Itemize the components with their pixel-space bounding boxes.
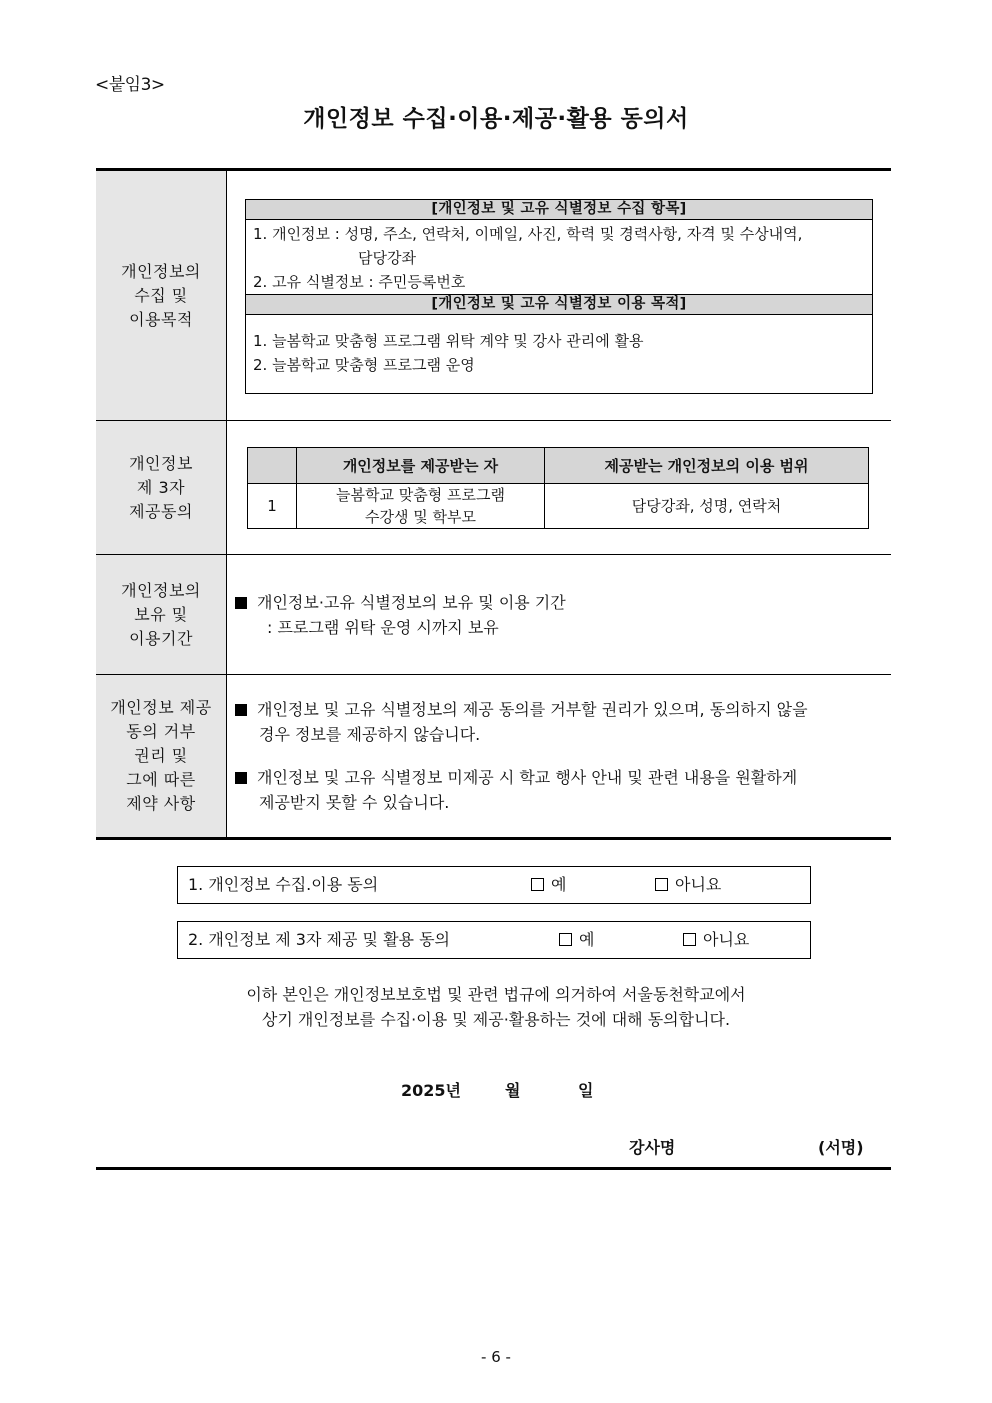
square-bullet-icon [235, 704, 247, 716]
section-third-party [96, 421, 891, 555]
recipient-line: 늘봄학교 맞춤형 프로그램 [336, 485, 505, 504]
purpose-line: 2. 늘봄학교 맞춤형 프로그램 운영 [253, 356, 475, 374]
bullet-text: 개인정보·고유 식별정보의 보유 및 이용 기간 [257, 592, 566, 612]
page-number: - 6 - [481, 1348, 511, 1366]
date-year: 2025년 [401, 1081, 461, 1100]
label-line: 개인정보 [129, 453, 193, 473]
instructor-name-label: 강사명 [629, 1138, 676, 1157]
declaration-line: 이하 본인은 개인정보보호법 및 관련 법규에 의거하여 서울동천학교에서 [246, 985, 746, 1004]
label-line: 제공동의 [129, 501, 193, 521]
consent-box-collection [177, 866, 811, 904]
section-refusal [96, 675, 891, 839]
label-line: 이용목적 [129, 309, 193, 329]
consent-no-option[interactable] [655, 867, 721, 903]
label-line: 그에 따른 [126, 770, 196, 789]
purpose-list [246, 315, 872, 393]
checkbox-icon[interactable] [559, 933, 572, 946]
section-label-third-party [96, 421, 227, 555]
label-line: 개인정보의 [121, 261, 201, 281]
label-line: 개인정보 제공 [110, 698, 212, 717]
label-line: 제 3자 [136, 477, 186, 497]
consent-question: 2. 개인정보 제 3자 제공 및 활용 동의 [188, 930, 450, 949]
section-retention [96, 555, 891, 675]
checkbox-icon[interactable] [683, 933, 696, 946]
table-header-row [248, 447, 869, 483]
items-list [246, 220, 872, 294]
item-line: 1. 개인정보 : 성명, 주소, 연락처, 이메일, 사진, 학력 및 경력사항, 자격 및 수상내역, [253, 225, 803, 243]
option-label: 아니요 [675, 875, 722, 894]
section-label-collection [96, 170, 227, 421]
date-day: 일 [578, 1081, 594, 1100]
page-title: 개인정보 수집·이용·제공·활용 동의서 [303, 106, 689, 132]
checkbox-icon[interactable] [655, 878, 668, 891]
section-content-retention [227, 555, 892, 675]
consent-yes-option[interactable] [559, 922, 594, 958]
retention-detail: : 프로그램 위탁 운영 시까지 보유 [267, 617, 499, 637]
attachment-label: <붙임3> [95, 75, 165, 95]
label-line: 제약 사항 [126, 794, 196, 813]
bullet-text: 개인정보 및 고유 식별정보의 제공 동의를 거부할 권리가 있으며, 동의하지 않을 [257, 700, 808, 719]
square-bullet-icon [235, 772, 247, 784]
consent-form-table [96, 168, 891, 840]
col-header-scope: 제공받는 개인정보의 이용 범위 [545, 447, 869, 483]
item-line: 담당강좌 [358, 249, 416, 267]
section-label-retention [96, 555, 227, 675]
section-content-collection [227, 170, 892, 421]
table-row [248, 483, 869, 528]
label-line: 권리 및 [134, 746, 188, 765]
cell-no: 1 [248, 483, 297, 528]
bottom-rule [96, 1167, 891, 1170]
checkbox-icon[interactable] [531, 878, 544, 891]
declaration-line: 상기 개인정보를 수집·이용 및 제공·활용하는 것에 대해 동의합니다. [261, 1010, 731, 1029]
cell-recipient [297, 483, 545, 528]
recipient-line: 수강생 및 학부모 [365, 507, 476, 526]
label-line: 이용기간 [129, 628, 193, 648]
option-label: 예 [579, 930, 595, 949]
consent-yes-option[interactable] [531, 867, 566, 903]
consent-no-option[interactable] [683, 922, 749, 958]
purpose-line: 1. 늘봄학교 맞춤형 프로그램 위탁 계약 및 강사 관리에 활용 [253, 332, 644, 350]
items-header: [개인정보 및 고유 식별정보 수집 항목] [246, 200, 872, 220]
bullet-text: 개인정보 및 고유 식별정보 미제공 시 학교 행사 안내 및 관련 내용을 원활하게 [257, 768, 798, 787]
label-line: 개인정보의 [121, 580, 201, 600]
purpose-header: [개인정보 및 고유 식별정보 이용 목적] [246, 294, 872, 315]
collection-info-box [245, 199, 873, 394]
third-party-table [247, 447, 869, 529]
col-header-no [248, 447, 297, 483]
date-month: 월 [505, 1081, 521, 1100]
option-label: 아니요 [703, 930, 750, 949]
item-line: 2. 고유 식별정보 : 주민등록번호 [253, 273, 466, 291]
label-line: 수집 및 [134, 285, 188, 305]
section-content-refusal [227, 675, 892, 839]
label-line: 보유 및 [134, 604, 188, 624]
cell-scope: 담당강좌, 성명, 연락처 [545, 483, 869, 528]
section-content-third-party [227, 421, 892, 555]
declaration [0, 982, 992, 1032]
col-header-recipient: 개인정보를 제공받는 자 [297, 447, 545, 483]
option-label: 예 [551, 875, 567, 894]
section-label-refusal [96, 675, 227, 839]
bullet-text-cont: 경우 정보를 제공하지 않습니다. [259, 725, 481, 744]
retention-bullet [227, 590, 891, 640]
section-collection [96, 170, 891, 421]
label-line: 동의 거부 [126, 722, 196, 741]
consent-box-third-party [177, 921, 811, 959]
square-bullet-icon [235, 597, 247, 609]
signature-label: (서명) [818, 1138, 864, 1157]
bullet-text-cont: 제공받지 못할 수 있습니다. [259, 793, 450, 812]
consent-question: 1. 개인정보 수집.이용 동의 [188, 875, 379, 894]
refusal-bullets [227, 697, 891, 815]
